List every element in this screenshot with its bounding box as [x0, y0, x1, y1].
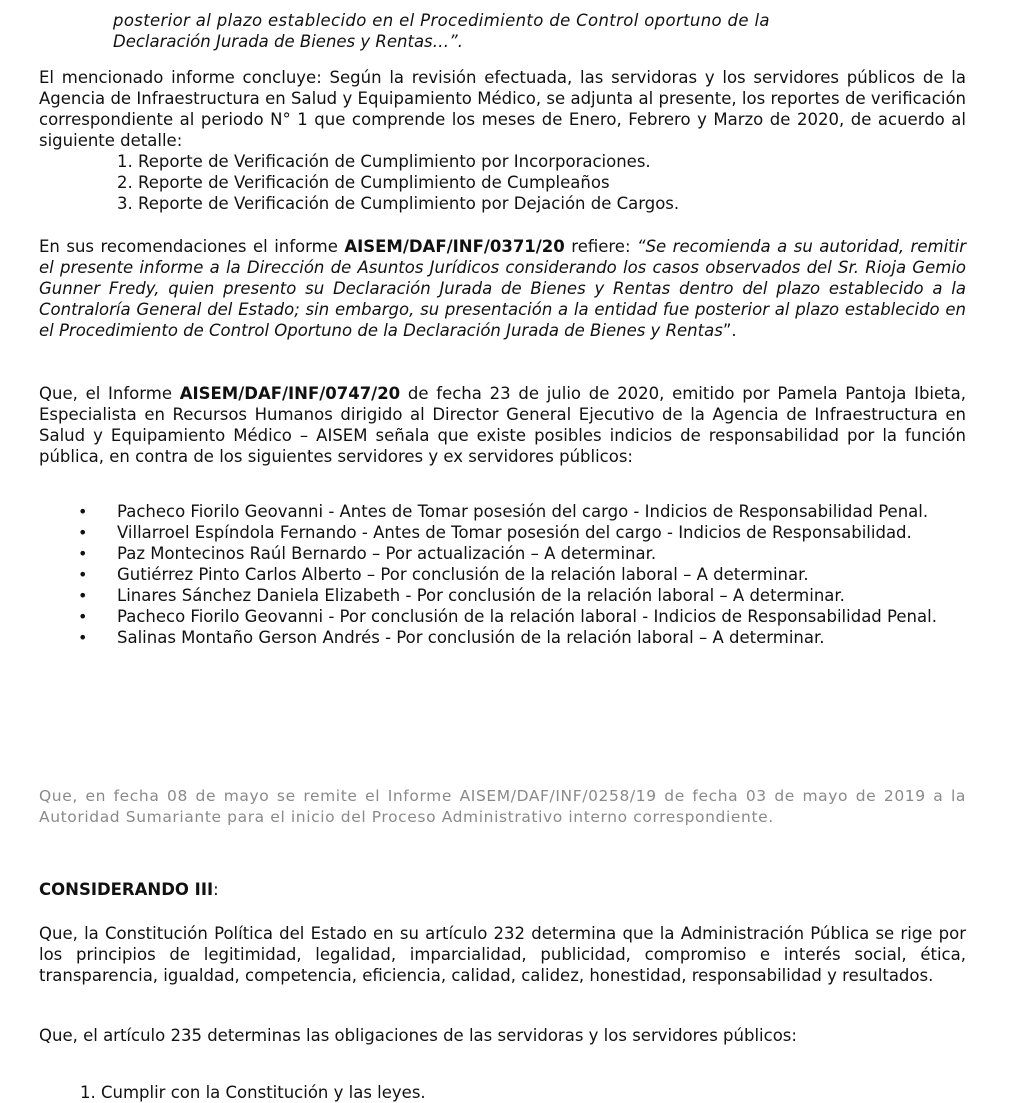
servidor-text: Salinas Montaño Gerson Andrés - Por conclusión de la relación laboral – A determinar. [117, 628, 825, 647]
servidor-item [39, 627, 966, 648]
articulo-235-paragraph: Que, el artículo 235 determinas las obligaciones de las servidoras y los servidores públicos: [39, 1026, 797, 1045]
intro-quote-line-1: posterior al plazo establecido en el Procedimiento de Control oportuno de la [113, 11, 770, 30]
recomendaciones-verb: refiere: [564, 237, 638, 256]
servidor-text: Pacheco Fiorilo Geovanni - Por conclusión de la relación laboral - Indicios de Responsabilidad Penal. [117, 607, 937, 626]
servidor-item [39, 522, 966, 543]
servidor-text: Pacheco Fiorilo Geovanni - Antes de Tomar posesión del cargo - Indicios de Responsabilidad Penal. [117, 502, 929, 521]
reportes-list [117, 151, 967, 214]
section-heading [39, 879, 966, 900]
considerando-colon: : [213, 880, 219, 899]
recomendaciones-paragraph [39, 236, 966, 341]
intro-quote-line-2: Declaración Jurada de Bienes y Rentas…”. [113, 32, 463, 51]
reporte-item: 2. Reporte de Verificación de Cumplimiento de Cumpleaños [117, 173, 610, 192]
bullet-icon: • [78, 628, 88, 647]
recomendaciones-lead: En sus recomendaciones el informe [39, 237, 345, 256]
faded-paragraph: Que, en fecha 08 de mayo se remite el Informe AISEM/DAF/INF/0258/19 de fecha 03 de mayo de 2019 a la Autoridad Sumariante para el inicio del Proceso Administrativo interno correspondiente. [39, 787, 966, 826]
reporte-item: 1. Reporte de Verificación de Cumplimiento por Incorporaciones. [117, 152, 651, 171]
bullet-icon: • [78, 523, 88, 542]
servidor-item [39, 585, 966, 606]
bullet-icon: • [78, 502, 88, 521]
informe-code-0747: AISEM/DAF/INF/0747/20 [179, 384, 401, 403]
reporte-item: 3. Reporte de Verificación de Cumplimiento por Dejación de Cargos. [117, 194, 680, 213]
informe-code-0371: AISEM/DAF/INF/0371/20 [344, 237, 565, 256]
recomendaciones-quote: “Se recomienda a su autoridad, remitir el presente informe a la Dirección de Asuntos Jurídicos considerando los casos observados del Sr. Rioja Gemio Gunner Fredy, quien presento su Declaración Jurada de Bienes y Rentas dentro del plazo establecido a la Contraloría General del Estado; sin embargo, su presentación a la entidad fue posterior al plazo establecido en el Procedimiento de Control Oportuno de la Declaración Jurada de Bienes y Rentas [39, 237, 966, 340]
intro-quote [113, 10, 965, 52]
servidor-text: Gutiérrez Pinto Carlos Alberto – Por conclusión de la relación laboral – A determinar. [117, 565, 809, 584]
servidor-item [39, 501, 966, 522]
servidor-item [39, 606, 966, 627]
servidor-text: Paz Montecinos Raúl Bernardo – Por actualización – A determinar. [117, 544, 657, 563]
servidor-item [39, 543, 966, 564]
bullet-icon: • [78, 607, 88, 626]
bullet-icon: • [78, 565, 88, 584]
bullet-icon: • [78, 544, 88, 563]
constitucion-paragraph: Que, la Constitución Política del Estado en su artículo 232 determina que la Administración Pública se rige por los principios de legitimidad, legalidad, imparcialidad, publicidad, compromiso e interés social, ética, transparencia, igualdad, competencia, eficiencia, calidad, calidez, honestidad, responsabilidad y resultados. [39, 924, 966, 985]
informe-0747-paragraph [39, 383, 966, 467]
servidor-item [39, 564, 966, 585]
informe-0747-lead: Que, el Informe [39, 384, 180, 403]
cut-list-item: 1. Cumplir con la Constitución y las leyes. [80, 1083, 426, 1102]
servidor-text: Linares Sánchez Daniela Elizabeth - Por conclusión de la relación laboral – A determinar. [117, 586, 845, 605]
concluye-paragraph: El mencionado informe concluye: Según la revisión efectuada, las servidoras y los servidores públicos de la Agencia de Infraestructura en Salud y Equipamiento Médico, se adjunta al presente, los reportes de verificación correspondiente al periodo N° 1 que comprende los meses de Enero, Febrero y Marzo de 2020, de acuerdo al siguiente detalle: [39, 68, 966, 150]
servidores-list [39, 501, 966, 648]
informe-0747-rest: de fecha 23 de julio de 2020, emitido por Pamela Pantoja Ibieta, Especialista en Recursos Humanos dirigido al Director General Ejecutivo de la Agencia de Infraestructura en Salud y Equipamiento Médico – AISEM señala que existe posibles indicios de responsabilidad por la función pública, en contra de los siguientes servidores y ex servidores públicos: [39, 384, 966, 466]
bullet-icon: • [78, 586, 88, 605]
servidor-text: Villarroel Espíndola Fernando - Antes de Tomar posesión del cargo - Indicios de Responsabilidad. [117, 523, 912, 542]
recomendaciones-end: ”. [722, 321, 737, 340]
considerando-title: CONSIDERANDO III [39, 880, 214, 899]
